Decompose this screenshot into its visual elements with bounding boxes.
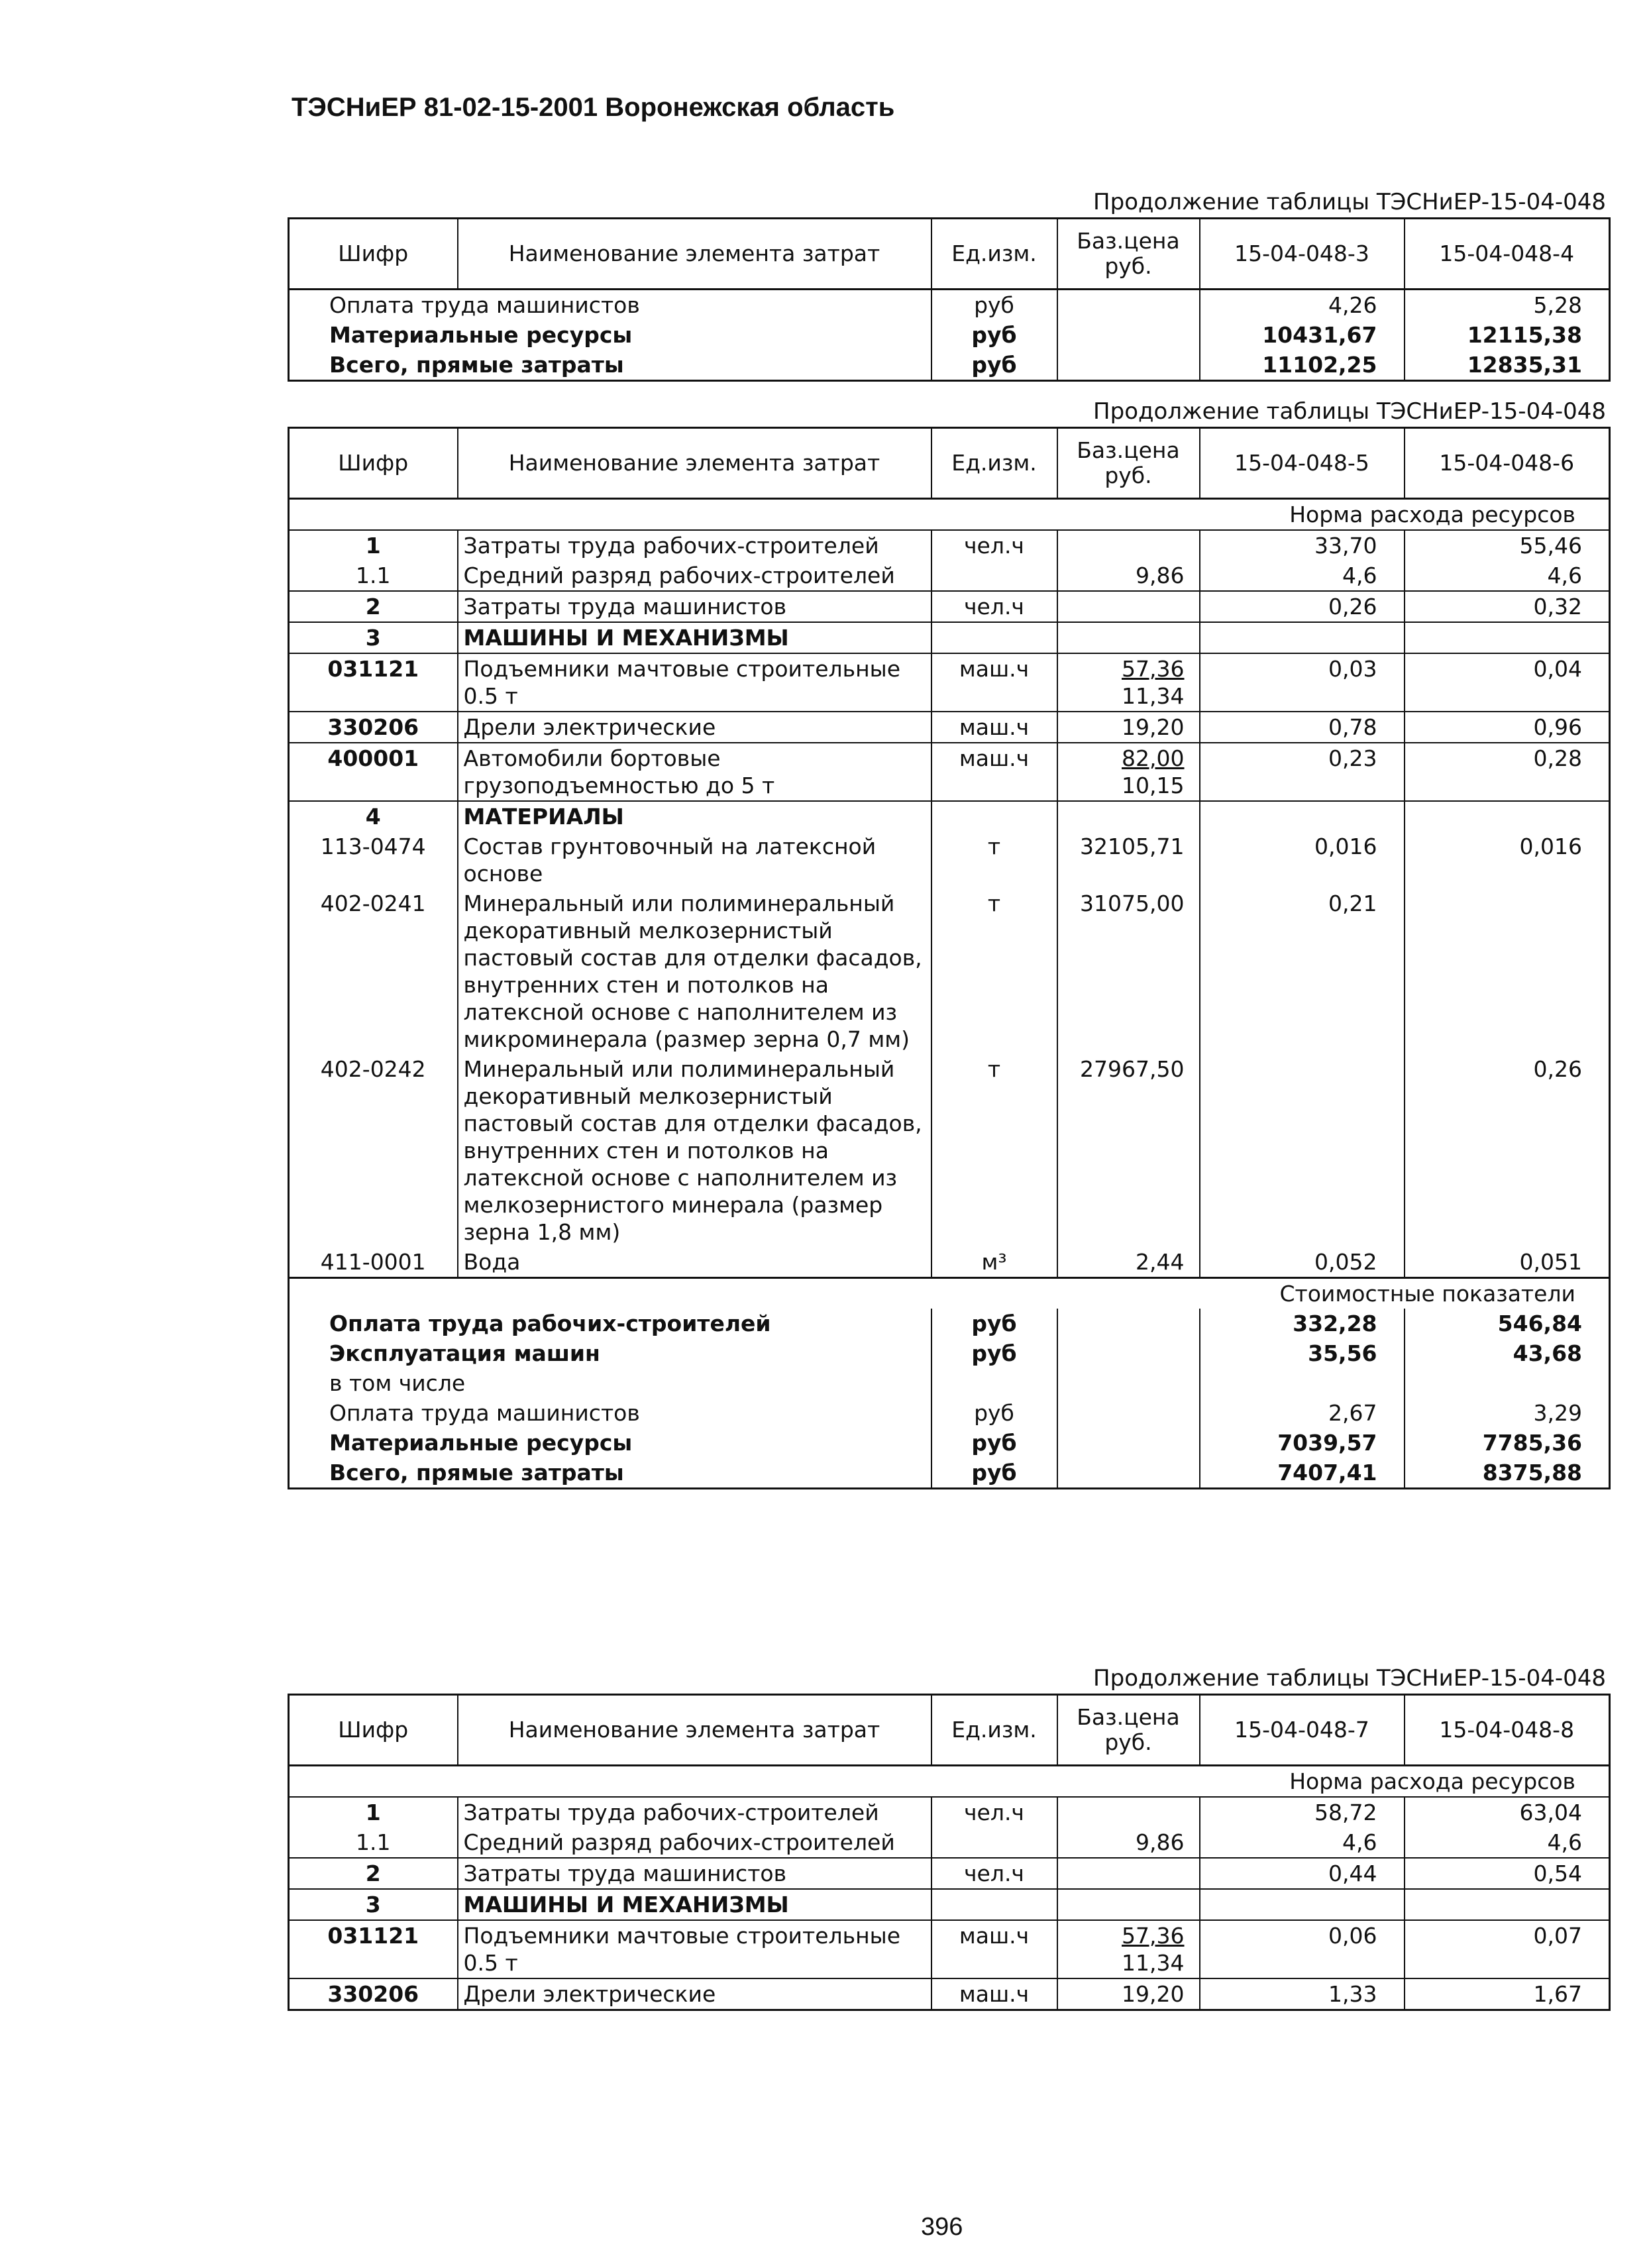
row-value-a: 0,21 [1200, 889, 1405, 1054]
row-price-bottom: 11,34 [1122, 683, 1185, 709]
row-value-b: 0,28 [1405, 743, 1610, 801]
row-value-a [1200, 1368, 1405, 1398]
row-value-b: 55,46 [1405, 530, 1610, 561]
row-unit: руб [931, 320, 1057, 350]
row-value-b: 7785,36 [1405, 1428, 1610, 1458]
row-price [1057, 1889, 1200, 1920]
row-value-b [1405, 622, 1610, 653]
table-row [289, 1858, 1610, 1889]
row-name: Подъемники мачтовые строительные 0.5 т [458, 1920, 931, 1978]
row-code: 113-0474 [289, 832, 458, 889]
row-price-bottom: 10,15 [1122, 773, 1185, 798]
row-price [1057, 1398, 1200, 1428]
row-name: Дрели электрические [458, 1978, 931, 2010]
row-value-b: 0,54 [1405, 1858, 1610, 1889]
row-name: Средний разряд рабочих-строителей [458, 561, 931, 591]
row-unit [931, 622, 1057, 653]
row-unit: т [931, 1054, 1057, 1247]
row-price [1057, 530, 1200, 561]
row-code: 1 [289, 1797, 458, 1827]
row-price [1057, 1458, 1200, 1489]
row-value-a: 0,052 [1200, 1247, 1405, 1278]
row-value-a: 10431,67 [1200, 320, 1405, 350]
cost-row [289, 1309, 1610, 1338]
col-header-name: Наименование элемента затрат [458, 219, 931, 290]
row-unit: руб [931, 1309, 1057, 1338]
row-name: Дрели электрические [458, 712, 931, 743]
col-header-price: Баз.цена руб. [1057, 428, 1200, 499]
row-unit: руб [931, 350, 1057, 381]
row-value-b: 0,016 [1405, 832, 1610, 889]
row-value-a: 35,56 [1200, 1338, 1405, 1368]
row-code: 3 [289, 1889, 458, 1920]
row-name: Оплата труда рабочих-строителей [289, 1309, 931, 1338]
row-name: Затраты труда машинистов [458, 1858, 931, 1889]
table-caption: Продолжение таблицы ТЭСНиЕР-15-04-048 [1093, 398, 1606, 425]
row-code: 3 [289, 622, 458, 653]
row-unit: руб [931, 1338, 1057, 1368]
row-unit: руб [931, 290, 1057, 321]
row-name: Минеральный или полиминеральный декоративный мелкозернистый пастовый состав для отделки фасадов, внутренних стен и потолков на латексной основе с наполнителем из микроминерала (размер зерна 0,7 мм) [458, 889, 931, 1054]
row-price: 27967,50 [1057, 1054, 1200, 1247]
row-price: 19,20 [1057, 712, 1200, 743]
row-code: 402-0242 [289, 1054, 458, 1247]
col-header-b: 15-04-048-6 [1405, 428, 1610, 499]
row-name: Оплата труда машинистов [289, 290, 931, 321]
table-row [289, 350, 1610, 381]
row-unit: маш.ч [931, 1978, 1057, 2010]
row-code: 1 [289, 530, 458, 561]
row-code: 031121 [289, 1920, 458, 1978]
row-unit: руб [931, 1428, 1057, 1458]
row-value-a: 332,28 [1200, 1309, 1405, 1338]
table-block-2 [288, 396, 1609, 1489]
row-price-top: 57,36 [1122, 1923, 1185, 1949]
row-value-b: 43,68 [1405, 1338, 1610, 1368]
row-price: 31075,00 [1057, 889, 1200, 1054]
row-value-a: 7407,41 [1200, 1458, 1405, 1489]
estimate-table [288, 427, 1611, 1489]
row-value-b [1405, 1889, 1610, 1920]
row-code: 330206 [289, 712, 458, 743]
row-value-a [1200, 1889, 1405, 1920]
row-name: Материальные ресурсы [289, 1428, 931, 1458]
row-value-b: 4,6 [1405, 1827, 1610, 1858]
row-unit [931, 1368, 1057, 1398]
row-value-a: 0,016 [1200, 832, 1405, 889]
estimate-table [288, 1694, 1611, 2011]
row-unit: м³ [931, 1247, 1057, 1278]
cost-row [289, 1398, 1610, 1428]
row-value-a: 0,03 [1200, 653, 1405, 712]
row-price [1057, 1858, 1200, 1889]
row-price-bottom: 11,34 [1122, 1950, 1185, 1976]
row-value-b: 5,28 [1405, 290, 1610, 321]
row-name: Всего, прямые затраты [289, 350, 931, 381]
row-price [1057, 290, 1200, 321]
row-unit [931, 1827, 1057, 1858]
table-row [289, 290, 1610, 321]
cost-row [289, 1458, 1610, 1489]
row-name: МАШИНЫ И МЕХАНИЗМЫ [458, 1889, 931, 1920]
row-unit: чел.ч [931, 591, 1057, 622]
row-value-b: 12835,31 [1405, 350, 1610, 381]
row-price: 19,20 [1057, 1978, 1200, 2010]
col-header-price: Баз.цена руб. [1057, 1695, 1200, 1766]
table-block-3 [288, 1663, 1609, 2011]
row-name: МАТЕРИАЛЫ [458, 801, 931, 832]
row-unit: руб [931, 1458, 1057, 1489]
cost-row [289, 1338, 1610, 1368]
row-code: 031121 [289, 653, 458, 712]
row-unit: маш.ч [931, 712, 1057, 743]
col-header-name: Наименование элемента затрат [458, 1695, 931, 1766]
row-value-a: 7039,57 [1200, 1428, 1405, 1458]
row-name: Состав грунтовочный на латексной основе [458, 832, 931, 889]
row-code: 2 [289, 591, 458, 622]
table-row [289, 1889, 1610, 1920]
row-price [1057, 1309, 1200, 1338]
cost-row [289, 1368, 1610, 1398]
row-value-a: 1,33 [1200, 1978, 1405, 2010]
row-code: 1.1 [289, 561, 458, 591]
row-name: в том числе [289, 1368, 931, 1398]
row-name: Всего, прямые затраты [289, 1458, 931, 1489]
col-header-unit: Ед.изм. [931, 428, 1057, 499]
table-row [289, 1920, 1610, 1978]
col-header-code: Шифр [289, 219, 458, 290]
col-header-a: 15-04-048-3 [1200, 219, 1405, 290]
row-value-b: 0,32 [1405, 591, 1610, 622]
row-price: 9,86 [1057, 1827, 1200, 1858]
row-price [1057, 350, 1200, 381]
row-code: 330206 [289, 1978, 458, 2010]
estimate-table [288, 217, 1611, 382]
row-value-a: 4,26 [1200, 290, 1405, 321]
row-unit: чел.ч [931, 530, 1057, 561]
row-name: МАШИНЫ И МЕХАНИЗМЫ [458, 622, 931, 653]
row-unit: маш.ч [931, 1920, 1057, 1978]
row-unit: т [931, 889, 1057, 1054]
row-value-b: 0,051 [1405, 1247, 1610, 1278]
row-price [1057, 1368, 1200, 1398]
row-unit: маш.ч [931, 743, 1057, 801]
row-name: Вода [458, 1247, 931, 1278]
row-value-b: 0,96 [1405, 712, 1610, 743]
col-header-b: 15-04-048-8 [1405, 1695, 1610, 1766]
row-name: Подъемники мачтовые строительные 0.5 т [458, 653, 931, 712]
row-value-b: 546,84 [1405, 1309, 1610, 1338]
col-header-a: 15-04-048-7 [1200, 1695, 1405, 1766]
table-row [289, 1797, 1610, 1827]
row-name: Затраты труда рабочих-строителей [458, 1797, 931, 1827]
row-value-b: 63,04 [1405, 1797, 1610, 1827]
row-value-b [1405, 801, 1610, 832]
row-name: Оплата труда машинистов [289, 1398, 931, 1428]
section-norm-label: Норма расхода ресурсов [289, 499, 1610, 531]
table-block-1 [288, 187, 1609, 382]
col-header-price: Баз.цена руб. [1057, 219, 1200, 290]
table-row [289, 889, 1610, 1054]
table-row [289, 1827, 1610, 1858]
col-header-b: 15-04-048-4 [1405, 219, 1610, 290]
table-row [289, 653, 1610, 712]
row-value-b: 1,67 [1405, 1978, 1610, 2010]
row-unit: т [931, 832, 1057, 889]
row-code: 411-0001 [289, 1247, 458, 1278]
row-value-b: 0,04 [1405, 653, 1610, 712]
col-header-unit: Ед.изм. [931, 219, 1057, 290]
section-header-row [289, 499, 1610, 531]
row-unit [931, 1889, 1057, 1920]
table-row [289, 801, 1610, 832]
row-value-a: 58,72 [1200, 1797, 1405, 1827]
table-row [289, 622, 1610, 653]
page-number: 396 [921, 2213, 963, 2241]
row-value-a [1200, 622, 1405, 653]
row-price: 9,86 [1057, 561, 1200, 591]
col-header-code: Шифр [289, 428, 458, 499]
row-value-b [1405, 889, 1610, 1054]
row-value-a: 11102,25 [1200, 350, 1405, 381]
row-value-a: 4,6 [1200, 1827, 1405, 1858]
table-row [289, 530, 1610, 561]
section-header-row [289, 1766, 1610, 1798]
row-unit: чел.ч [931, 1858, 1057, 1889]
table-row [289, 320, 1610, 350]
row-price: 32105,71 [1057, 832, 1200, 889]
row-name: Затраты труда рабочих-строителей [458, 530, 931, 561]
row-value-a: 4,6 [1200, 561, 1405, 591]
row-code: 2 [289, 1858, 458, 1889]
row-name: Материальные ресурсы [289, 320, 931, 350]
row-price-top: 82,00 [1122, 745, 1185, 771]
row-price [1057, 1920, 1200, 1978]
row-name: Минеральный или полиминеральный декоративный мелкозернистый пастовый состав для отделки фасадов, внутренних стен и потолков на латексной основе с наполнителем из мелкозернистого минерала (размер зерна 1,8 мм) [458, 1054, 931, 1247]
row-value-b [1405, 1368, 1610, 1398]
table-caption: Продолжение таблицы ТЭСНиЕР-15-04-048 [1093, 1665, 1606, 1692]
row-name: Средний разряд рабочих-строителей [458, 1827, 931, 1858]
row-value-b: 12115,38 [1405, 320, 1610, 350]
row-value-a: 0,26 [1200, 591, 1405, 622]
row-name: Эксплуатация машин [289, 1338, 931, 1368]
row-code: 402-0241 [289, 889, 458, 1054]
table-row [289, 743, 1610, 801]
row-price-top: 57,36 [1122, 656, 1185, 682]
row-name: Автомобили бортовые грузоподъемностью до 5 т [458, 743, 931, 801]
row-value-b: 3,29 [1405, 1398, 1610, 1428]
row-unit: чел.ч [931, 1797, 1057, 1827]
row-value-b: 0,07 [1405, 1920, 1610, 1978]
col-header-a: 15-04-048-5 [1200, 428, 1405, 499]
row-price [1057, 320, 1200, 350]
section-header-row [289, 1278, 1610, 1309]
table-row [289, 1978, 1610, 2010]
row-code: 1.1 [289, 1827, 458, 1858]
row-unit: маш.ч [931, 653, 1057, 712]
row-price [1057, 1428, 1200, 1458]
document-title: ТЭСНиЕР 81-02-15-2001 Воронежская область [292, 93, 895, 122]
row-unit: руб [931, 1398, 1057, 1428]
row-code: 400001 [289, 743, 458, 801]
row-price [1057, 801, 1200, 832]
row-price [1057, 1797, 1200, 1827]
row-value-a: 33,70 [1200, 530, 1405, 561]
row-unit [931, 801, 1057, 832]
cost-row [289, 1428, 1610, 1458]
row-value-a: 2,67 [1200, 1398, 1405, 1428]
row-price [1057, 622, 1200, 653]
table-row [289, 1054, 1610, 1247]
table-row [289, 832, 1610, 889]
table-row [289, 712, 1610, 743]
table-row [289, 591, 1610, 622]
row-price [1057, 591, 1200, 622]
row-value-a: 0,06 [1200, 1920, 1405, 1978]
row-value-a: 0,23 [1200, 743, 1405, 801]
section-norm-label: Норма расхода ресурсов [289, 1766, 1610, 1798]
row-price: 2,44 [1057, 1247, 1200, 1278]
table-row [289, 1247, 1610, 1278]
row-value-b: 4,6 [1405, 561, 1610, 591]
row-price [1057, 743, 1200, 801]
table-caption: Продолжение таблицы ТЭСНиЕР-15-04-048 [1093, 189, 1606, 215]
col-header-unit: Ед.изм. [931, 1695, 1057, 1766]
row-unit [931, 561, 1057, 591]
row-value-a: 0,44 [1200, 1858, 1405, 1889]
row-value-b: 8375,88 [1405, 1458, 1610, 1489]
row-value-a: 0,78 [1200, 712, 1405, 743]
row-value-a [1200, 801, 1405, 832]
row-code: 4 [289, 801, 458, 832]
row-name: Затраты труда машинистов [458, 591, 931, 622]
section-cost-label: Стоимостные показатели [289, 1278, 1610, 1309]
row-price [1057, 1338, 1200, 1368]
table-row [289, 561, 1610, 591]
row-price [1057, 653, 1200, 712]
col-header-name: Наименование элемента затрат [458, 428, 931, 499]
col-header-code: Шифр [289, 1695, 458, 1766]
row-value-a [1200, 1054, 1405, 1247]
row-value-b: 0,26 [1405, 1054, 1610, 1247]
